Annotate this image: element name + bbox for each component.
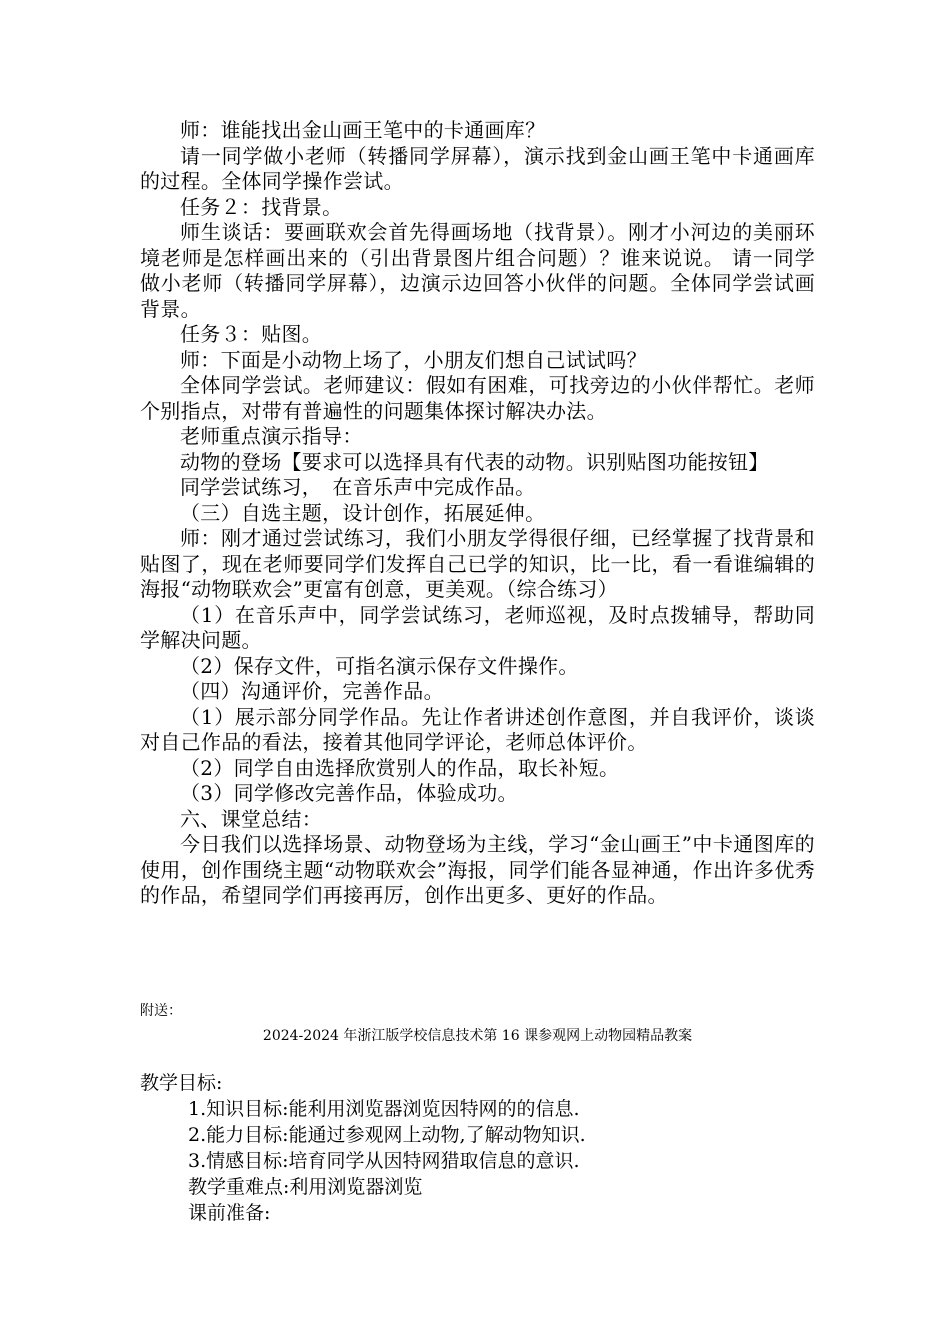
paragraph: （四）沟通评价，完善作品。 (180, 679, 444, 703)
paragraph: 动物的登场【要求可以选择具有代表的动物。识别贴图功能按钮】 (180, 449, 769, 474)
plan-heading: 教学目标: (140, 1072, 223, 1094)
lesson-body (140, 118, 815, 909)
paragraph: 任务３：贴图。 (180, 322, 323, 346)
paragraph: （2）同学自由选择欣赏别人的作品，取长补短。 (180, 755, 620, 780)
appendix-title: 2024-2024 年浙江版学校信息技术第 16 课参观网上动物园精品教案 (262, 1028, 693, 1044)
paragraph: 师生谈话：要画联欢会首先得画场地（找背景）。刚才小河边的美丽环境老师是怎样画出来的（引出背景图片组合问题）？谁来说说。 请一同学做小老师（转播同学屏幕），边演示边回答小伙伴的问题。全体同学尝试画背景。 (140, 220, 815, 321)
goal-item: 3.情感目标:培育同学从因特网猎取信息的意识. (188, 1150, 580, 1172)
paragraph: 老师重点演示指导： (180, 424, 363, 448)
appendix-label: 附送： (140, 1003, 182, 1019)
paragraph: （1）在音乐声中，同学尝试练习，老师巡视，及时点拨辅导，帮助同学解决问题。 (140, 602, 815, 652)
goal-item: 2.能力目标:能通过参观网上动物,了解动物知识. (188, 1124, 586, 1146)
paragraph: 请一同学做小老师（转播同学屏幕），演示找到金山画王笔中卡通画库的过程。全体同学操作尝试。 (140, 143, 815, 193)
paragraph: （3）同学修改完善作品，体验成功。 (180, 781, 518, 805)
paragraph: （三）自选主题，设计创作，拓展延伸。 (180, 500, 546, 525)
paragraph: 任务２：找背景。 (180, 194, 343, 219)
paragraph: 师：刚才通过尝试练习，我们小朋友学得很仔细，已经掌握了找背景和贴图了，现在老师要同学们发挥自己已学的知识，比一比，看一看谁编辑的海报“动物联欢会”更富有创意，更美观。（综合练习） (140, 526, 815, 601)
plan-difficulty: 教学重难点:利用浏览器浏览 (188, 1176, 423, 1198)
teaching-plan (140, 1070, 815, 1226)
paragraph: 全体同学尝试。老师建议：假如有困难，可找旁边的小伙伴帮忙。老师个别指点，对带有普遍性的问题集体探讨解决办法。 (140, 373, 815, 423)
paragraph: 师：下面是小动物上场了，小朋友们想自己试试吗？ (180, 347, 647, 372)
plan-preparation: 课前准备: (188, 1202, 271, 1224)
paragraph: 今日我们以选择场景、动物登场为主线，学习“金山画王”中卡通图库的使用，创作围绕主题“动物联欢会”海报，同学们能各显神通，作出许多优秀的作品，希望同学们再接再厉，创作出更多、更好的作品。 (140, 832, 815, 907)
paragraph: （1）展示部分同学作品。先让作者讲述创作意图，并自我评价，谈谈对自己作品的看法，接着其他同学评论，老师总体评价。 (140, 704, 815, 754)
paragraph: （2）保存文件，可指名演示保存文件操作。 (180, 653, 579, 678)
paragraph: 同学尝试练习， 在音乐声中完成作品。 (180, 475, 536, 499)
goal-item: 1.知识目标:能利用浏览器浏览因特网的的信息. (188, 1098, 580, 1120)
section-heading: 六、课堂总结： (180, 806, 323, 831)
paragraph: 师：谁能找出金山画王笔中的卡通画库？ (180, 118, 546, 142)
